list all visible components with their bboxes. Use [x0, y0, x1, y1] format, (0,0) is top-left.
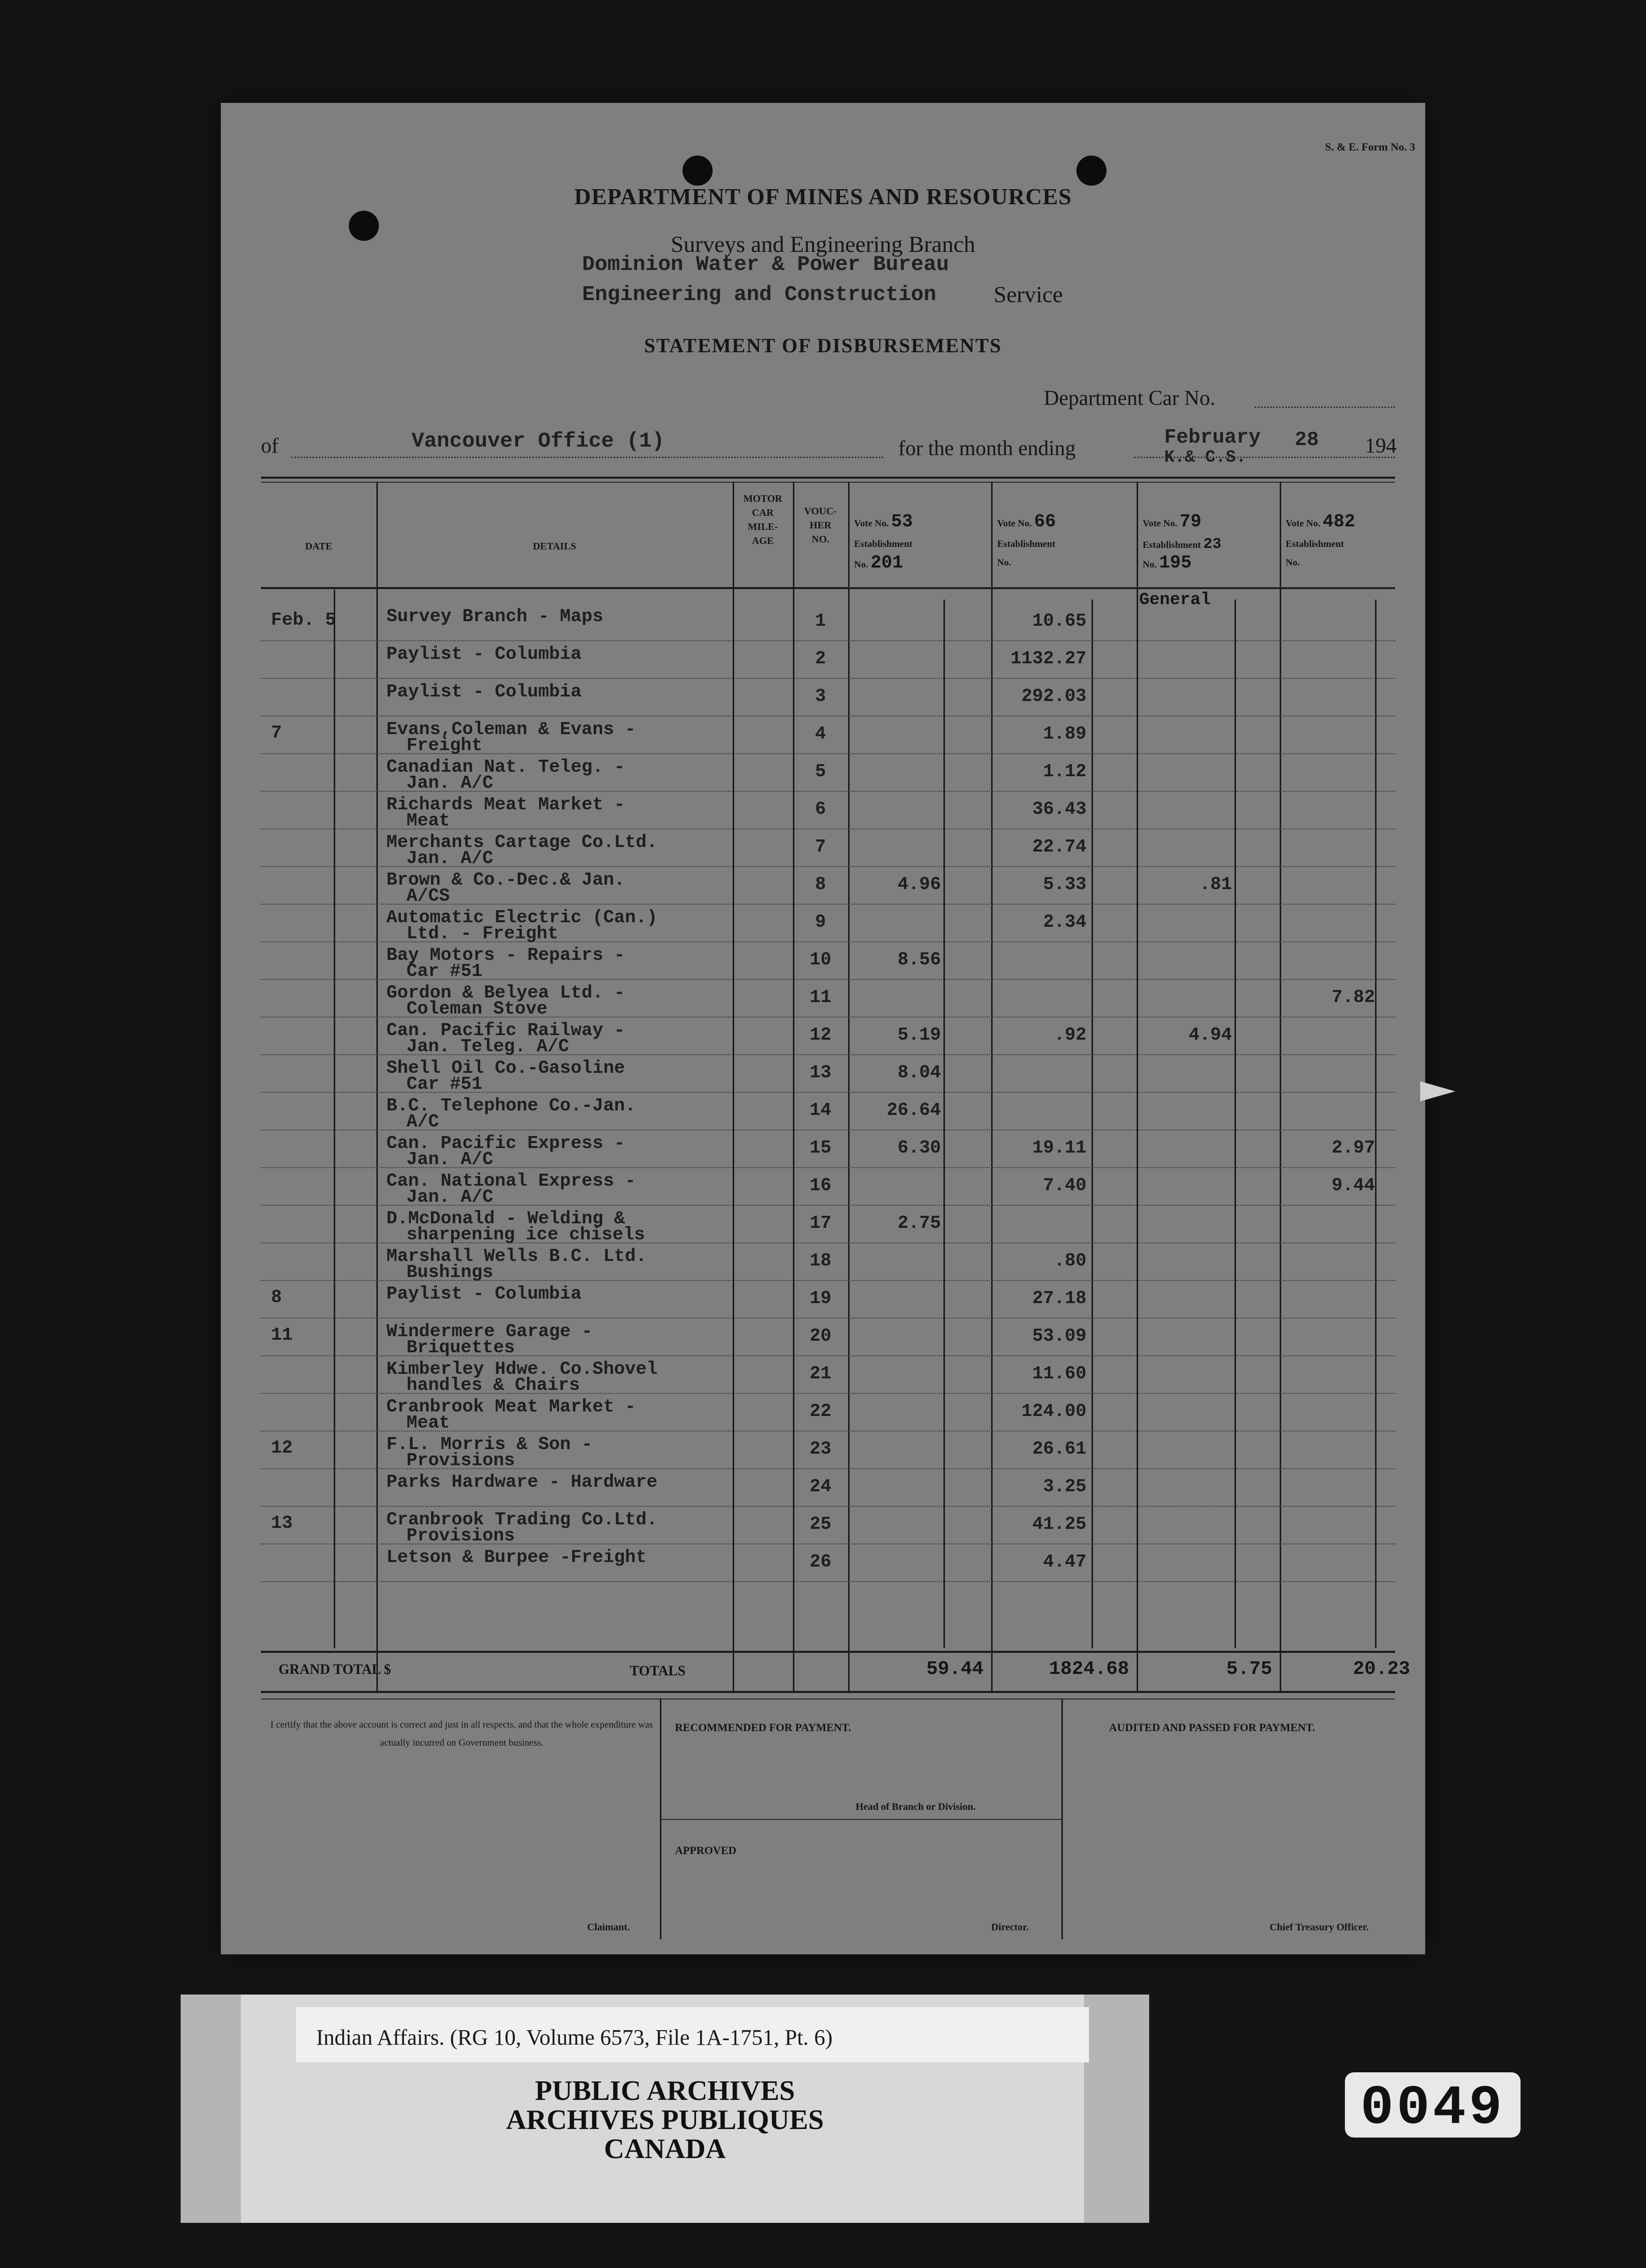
row-voucher: 17 [809, 1213, 832, 1233]
row-detail-main: Evans,Coleman & Evans - [386, 719, 636, 740]
no-label: No. [997, 557, 1011, 568]
punch-hole [1076, 156, 1107, 186]
head-of-branch-label: Head of Branch or Division. [856, 1801, 976, 1812]
row-detail-main: Can. Pacific Express - [386, 1133, 625, 1154]
row-detail [386, 982, 625, 1019]
voucher-header-line: NO. [811, 534, 830, 545]
year-value: 194 [1365, 435, 1397, 458]
car-number-line [1255, 406, 1395, 408]
row-detail-sub: Ltd. - Freight [406, 923, 559, 944]
row-detail-sub: Provisions [406, 1450, 515, 1471]
office-name: Vancouver Office (1) [412, 429, 665, 453]
row-detail-sub: Jan. A/C [406, 1187, 493, 1207]
row-detail-sub: Car #51 [406, 1074, 483, 1094]
row-detail [386, 794, 625, 831]
service-name: Engineering and Construction [582, 282, 936, 307]
row-detail-main: Letson & Burpee -Freight [386, 1547, 647, 1568]
row-amount-v66: 53.09 [1032, 1326, 1086, 1346]
row-detail [386, 1020, 625, 1057]
cents-rule-4 [1375, 600, 1377, 1648]
row-detail-sub: Meat [406, 1412, 450, 1433]
row-detail-sub: Jan. Teleg. A/C [406, 1036, 570, 1057]
row-detail-sub: Meat [406, 810, 450, 831]
row-amount-v53: 2.75 [897, 1213, 941, 1233]
row-detail-main: F.L. Morris & Son - [386, 1434, 593, 1455]
row-voucher: 22 [809, 1401, 832, 1422]
row-detail-sub: Freight [406, 735, 483, 756]
row-amount-v66: 1.89 [1043, 724, 1086, 744]
row-detail-main: Gordon & Belyea Ltd. - [386, 982, 625, 1003]
mileage-header-line: MOTOR [743, 493, 782, 504]
row-detail-main: Brown & Co.-Dec.& Jan. [386, 870, 625, 890]
month-sub: K.& C.S. [1164, 448, 1247, 467]
estab-number: 195 [1159, 552, 1192, 573]
statement-title: STATEMENT OF DISBURSEMENTS [644, 334, 1002, 357]
col-rule-vote3 [1280, 482, 1281, 1691]
row-detail-main: Survey Branch - Maps [386, 606, 604, 627]
frame-number-plate [1345, 2072, 1521, 2138]
estab-label: Establishment [854, 539, 913, 549]
row-voucher: 12 [809, 1025, 832, 1045]
row-detail-sub: handles & Chairs [406, 1375, 580, 1395]
table-top-rule [261, 477, 1395, 479]
row-detail-main: Bay Motors - Repairs - [386, 945, 625, 965]
month-line [1134, 457, 1395, 458]
total-vote-79: 5.75 [1226, 1658, 1272, 1680]
row-voucher: 10 [809, 949, 832, 970]
day-value: 28 [1295, 429, 1319, 452]
row-voucher: 11 [809, 987, 832, 1008]
claimant-label: Claimant. [587, 1922, 630, 1933]
row-detail [386, 1173, 636, 1205]
total-vote-53: 59.44 [926, 1658, 984, 1680]
vote-66-header [997, 511, 1056, 532]
certify-text: I certify that the above account is correct and just in all respects, and that the whole expenditure was actually incurred on Government business. [270, 1720, 653, 1748]
row-detail-sub: Jan. A/C [406, 1149, 493, 1170]
row-detail-main: D.McDonald - Welding & [386, 1208, 625, 1229]
row-rule [261, 678, 1395, 679]
no-label: No. [854, 559, 868, 570]
row-amount-v66: 7.40 [1043, 1175, 1086, 1196]
row-detail-sub: Jan. A/C [406, 773, 493, 793]
no-label: No. [1143, 559, 1157, 570]
vote-number: 79 [1179, 511, 1201, 532]
row-detail-sub: Car #51 [406, 961, 483, 981]
totals-bottom-rule [261, 1691, 1395, 1693]
approved-label: APPROVED [675, 1844, 737, 1857]
total-vote-66: 1824.68 [1049, 1658, 1129, 1680]
no-label: No. [1286, 557, 1300, 568]
footer-mid-rule [660, 1819, 1061, 1820]
row-detail [386, 1474, 657, 1490]
mileage-header-line: MILE- [748, 521, 778, 532]
estab-number: 201 [870, 552, 903, 573]
row-date: 13 [271, 1513, 293, 1533]
row-voucher: 20 [809, 1326, 832, 1346]
row-amount-v53: 8.56 [897, 949, 941, 970]
row-rule [261, 716, 1395, 717]
row-amount-v53: 5.19 [897, 1025, 941, 1045]
row-amount-v66: 27.18 [1032, 1288, 1086, 1309]
row-detail [386, 947, 625, 979]
voucher-header-line: VOUC- [804, 506, 837, 517]
estab-extra: 23 [1203, 536, 1221, 553]
row-amount-v53: 4.96 [897, 874, 941, 895]
row-detail [386, 681, 582, 702]
cents-rule-1 [943, 600, 945, 1648]
row-detail-sub: Briquettes [406, 1337, 515, 1358]
frame-number: 0049 [1360, 2077, 1505, 2140]
row-amount-v66: 26.61 [1032, 1439, 1086, 1459]
paper-clip [1420, 1081, 1455, 1101]
row-detail-sub: Coleman Stove [406, 999, 547, 1019]
department-title: DEPARTMENT OF MINES AND RESOURCES [574, 184, 1072, 209]
row-detail-sub: Jan. A/C [406, 848, 493, 869]
vote-number: 53 [891, 511, 913, 532]
form-number: S. & E. Form No. 3 [1325, 140, 1415, 153]
row-voucher: 9 [815, 912, 826, 932]
row-rule [261, 1581, 1395, 1582]
office-line [291, 457, 883, 458]
month-value: February [1164, 427, 1261, 449]
row-detail [386, 1549, 646, 1566]
row-amount-v66: 124.00 [1021, 1401, 1086, 1422]
vote-label: Vote No. [1286, 518, 1320, 529]
chief-treasury-label: Chief Treasury Officer. [1270, 1922, 1369, 1933]
row-detail-sub: A/C [406, 1111, 439, 1132]
row-amount-v482: 9.44 [1331, 1175, 1375, 1196]
row-rule [261, 1318, 1395, 1319]
row-detail-sub: Bushings [406, 1262, 493, 1283]
row-detail [386, 606, 604, 627]
row-detail [386, 872, 625, 904]
row-amount-v66: 292.03 [1021, 686, 1086, 706]
archive-name-fr: ARCHIVES PUBLIQUES [506, 2104, 824, 2136]
vote-79-general: General [1139, 591, 1211, 610]
row-detail-main: Shell Oil Co.-Gasoline [386, 1058, 625, 1078]
row-detail-main: Automatic Electric (Can.) [386, 907, 658, 928]
row-detail-main: Merchants Cartage Co.Ltd. [386, 832, 658, 853]
row-amount-v79: 4.94 [1188, 1025, 1232, 1045]
row-voucher: 19 [809, 1288, 832, 1309]
audited-label: AUDITED AND PASSED FOR PAYMENT. [1109, 1721, 1315, 1734]
col-rule-date [376, 482, 378, 1691]
row-amount-v66: 36.43 [1032, 799, 1086, 819]
row-date: 8 [271, 1287, 282, 1308]
row-amount-v66: 1132.27 [1010, 648, 1086, 669]
voucher-header [793, 504, 848, 546]
row-detail-sub: Provisions [406, 1525, 515, 1546]
cents-rule-3 [1234, 600, 1236, 1648]
voucher-header-line: HER [809, 520, 832, 531]
footer-top-rule [261, 1698, 1395, 1699]
row-detail [386, 1060, 625, 1092]
row-date: 11 [271, 1325, 293, 1345]
col-rule-voucher [848, 482, 850, 1691]
row-voucher: 18 [809, 1250, 832, 1271]
archive-label [181, 1995, 1149, 2223]
row-amount-v53: 26.64 [886, 1100, 941, 1120]
row-detail [386, 907, 658, 944]
vote-79-header [1143, 511, 1201, 532]
estab-label: Establishment [997, 539, 1056, 549]
row-detail-main: Cranbrook Trading Co.Ltd. [386, 1509, 658, 1530]
row-amount-v53: 6.30 [897, 1138, 941, 1158]
details-header: DETAILS [532, 541, 577, 552]
row-voucher: 2 [815, 648, 826, 669]
car-number-label: Department Car No. [1044, 387, 1215, 410]
row-rule [261, 1506, 1395, 1507]
row-detail [386, 1286, 582, 1302]
row-rule [261, 640, 1395, 641]
col-rule-details [733, 482, 734, 1691]
row-voucher: 4 [815, 724, 826, 744]
row-detail [386, 834, 657, 867]
row-voucher: 16 [809, 1175, 832, 1196]
archive-name-en: PUBLIC ARCHIVES [534, 2075, 795, 2106]
row-voucher: 8 [815, 874, 826, 895]
row-detail [386, 1396, 636, 1433]
totals-top-rule [261, 1651, 1395, 1653]
disbursement-form [221, 103, 1425, 1954]
estab-label-79 [1143, 537, 1221, 553]
vote-number: 66 [1034, 511, 1056, 532]
grand-total-label: GRAND TOTAL $ [279, 1662, 391, 1677]
row-detail-main: B.C. Telephone Co.-Jan. [386, 1095, 636, 1116]
row-amount-v66: 11.60 [1032, 1363, 1086, 1384]
mileage-header [733, 492, 793, 548]
row-detail [386, 1095, 636, 1132]
vote-rule [848, 587, 1395, 588]
row-detail-main: Kimberley Hdwe. Co.Shovel [386, 1359, 658, 1379]
vote-53-header [854, 511, 913, 532]
row-amount-v66: 2.34 [1043, 912, 1086, 932]
row-detail-main: Can. Pacific Railway - [386, 1020, 625, 1041]
row-amount-v66: .80 [1054, 1250, 1086, 1271]
row-voucher: 13 [809, 1062, 832, 1083]
row-amount-v66: 3.25 [1043, 1476, 1086, 1497]
vote-482-header [1286, 511, 1355, 532]
vote-label: Vote No. [854, 518, 889, 529]
col-rule-mileage [793, 482, 794, 1691]
cents-rule-2 [1091, 600, 1093, 1648]
recommended-label: RECOMMENDED FOR PAYMENT. [675, 1721, 851, 1734]
row-voucher: 5 [815, 761, 826, 782]
row-amount-v482: 2.97 [1331, 1138, 1375, 1158]
row-voucher: 21 [809, 1363, 832, 1384]
row-detail-main: Paylist - Columbia [386, 1284, 582, 1304]
row-voucher: 1 [815, 611, 826, 631]
estab-no-53 [854, 552, 903, 573]
table-top-rule-2 [261, 482, 1395, 483]
totals-label: TOTALS [630, 1663, 686, 1679]
row-amount-v79: .81 [1199, 874, 1232, 895]
row-amount-v66: 4.47 [1043, 1551, 1086, 1572]
row-voucher: 3 [815, 686, 826, 706]
estab-label: Establishment [1143, 540, 1201, 550]
row-voucher: 14 [809, 1100, 832, 1120]
col-rule-vote2 [1137, 482, 1138, 1691]
vote-number: 482 [1322, 511, 1355, 532]
row-detail [386, 1208, 645, 1245]
punch-hole [682, 156, 713, 186]
row-detail [386, 1509, 658, 1546]
estab-label: Establishment [1286, 539, 1344, 549]
row-detail [386, 719, 636, 756]
row-detail-main: Parks Hardware - Hardware [386, 1472, 658, 1492]
row-amount-v482: 7.82 [1331, 987, 1375, 1008]
row-detail-main: Canadian Nat. Teleg. - [386, 757, 625, 777]
row-detail-main: Marshall Wells B.C. Ltd. [386, 1246, 647, 1266]
row-amount-v66: 5.33 [1043, 874, 1086, 895]
vote-label: Vote No. [1143, 518, 1177, 529]
row-amount-v66: 1.12 [1043, 761, 1086, 782]
row-detail-main: Paylist - Columbia [386, 681, 582, 702]
total-vote-482: 20.23 [1352, 1658, 1410, 1680]
archive-country: CANADA [604, 2134, 726, 2165]
row-voucher: 25 [809, 1514, 832, 1534]
row-amount-v66: 19.11 [1032, 1138, 1086, 1158]
row-detail-main: Can. National Express - [386, 1171, 636, 1191]
row-date: Feb. 5 [271, 610, 336, 630]
date-header: DATE [305, 541, 333, 552]
row-detail-sub: sharpening ice chisels [406, 1224, 645, 1245]
row-detail [386, 646, 582, 662]
row-amount-v66: .92 [1054, 1025, 1086, 1045]
row-detail [386, 1133, 625, 1170]
month-ending-label: for the month ending [898, 437, 1076, 460]
row-detail-main: Cranbrook Meat Market - [386, 1396, 636, 1417]
row-detail-main: Windermere Garage - [386, 1321, 593, 1342]
row-detail [386, 1248, 646, 1281]
vote-label: Vote No. [997, 518, 1032, 529]
bureau-name: Dominion Water & Power Bureau [582, 252, 949, 276]
of-label: of [261, 435, 279, 458]
row-voucher: 24 [809, 1476, 832, 1497]
row-detail-sub: A/CS [406, 886, 450, 906]
row-amount-v66: 10.65 [1032, 611, 1086, 631]
mileage-header-line: AGE [752, 535, 774, 546]
branch-title: Surveys and Engineering Branch [670, 231, 976, 257]
row-detail [386, 759, 625, 791]
archive-reference: Indian Affairs. (RG 10, Volume 6573, File 1A-1751, Pt. 6) [316, 2025, 833, 2050]
mileage-header-line: CAR [752, 507, 774, 518]
row-date: 12 [271, 1438, 293, 1458]
row-voucher: 7 [815, 836, 826, 857]
service-label: Service [994, 281, 1063, 307]
row-voucher: 15 [809, 1138, 832, 1158]
row-detail [386, 1361, 657, 1393]
row-date: 7 [271, 723, 282, 743]
row-amount-v53: 8.04 [897, 1062, 941, 1083]
row-detail [386, 1321, 593, 1358]
footer-rule-2 [1061, 1698, 1063, 1939]
row-amount-v66: 22.74 [1032, 836, 1086, 857]
estab-no-79 [1143, 552, 1192, 573]
row-amount-v66: 41.25 [1032, 1514, 1086, 1534]
row-detail [386, 1434, 593, 1471]
row-voucher: 23 [809, 1439, 832, 1459]
row-detail-main: Paylist - Columbia [386, 644, 582, 664]
row-voucher: 6 [815, 799, 826, 819]
director-label: Director. [991, 1922, 1029, 1933]
row-detail-main: Richards Meat Market - [386, 794, 625, 815]
row-voucher: 26 [809, 1551, 832, 1572]
col-rule-day [334, 590, 335, 1648]
